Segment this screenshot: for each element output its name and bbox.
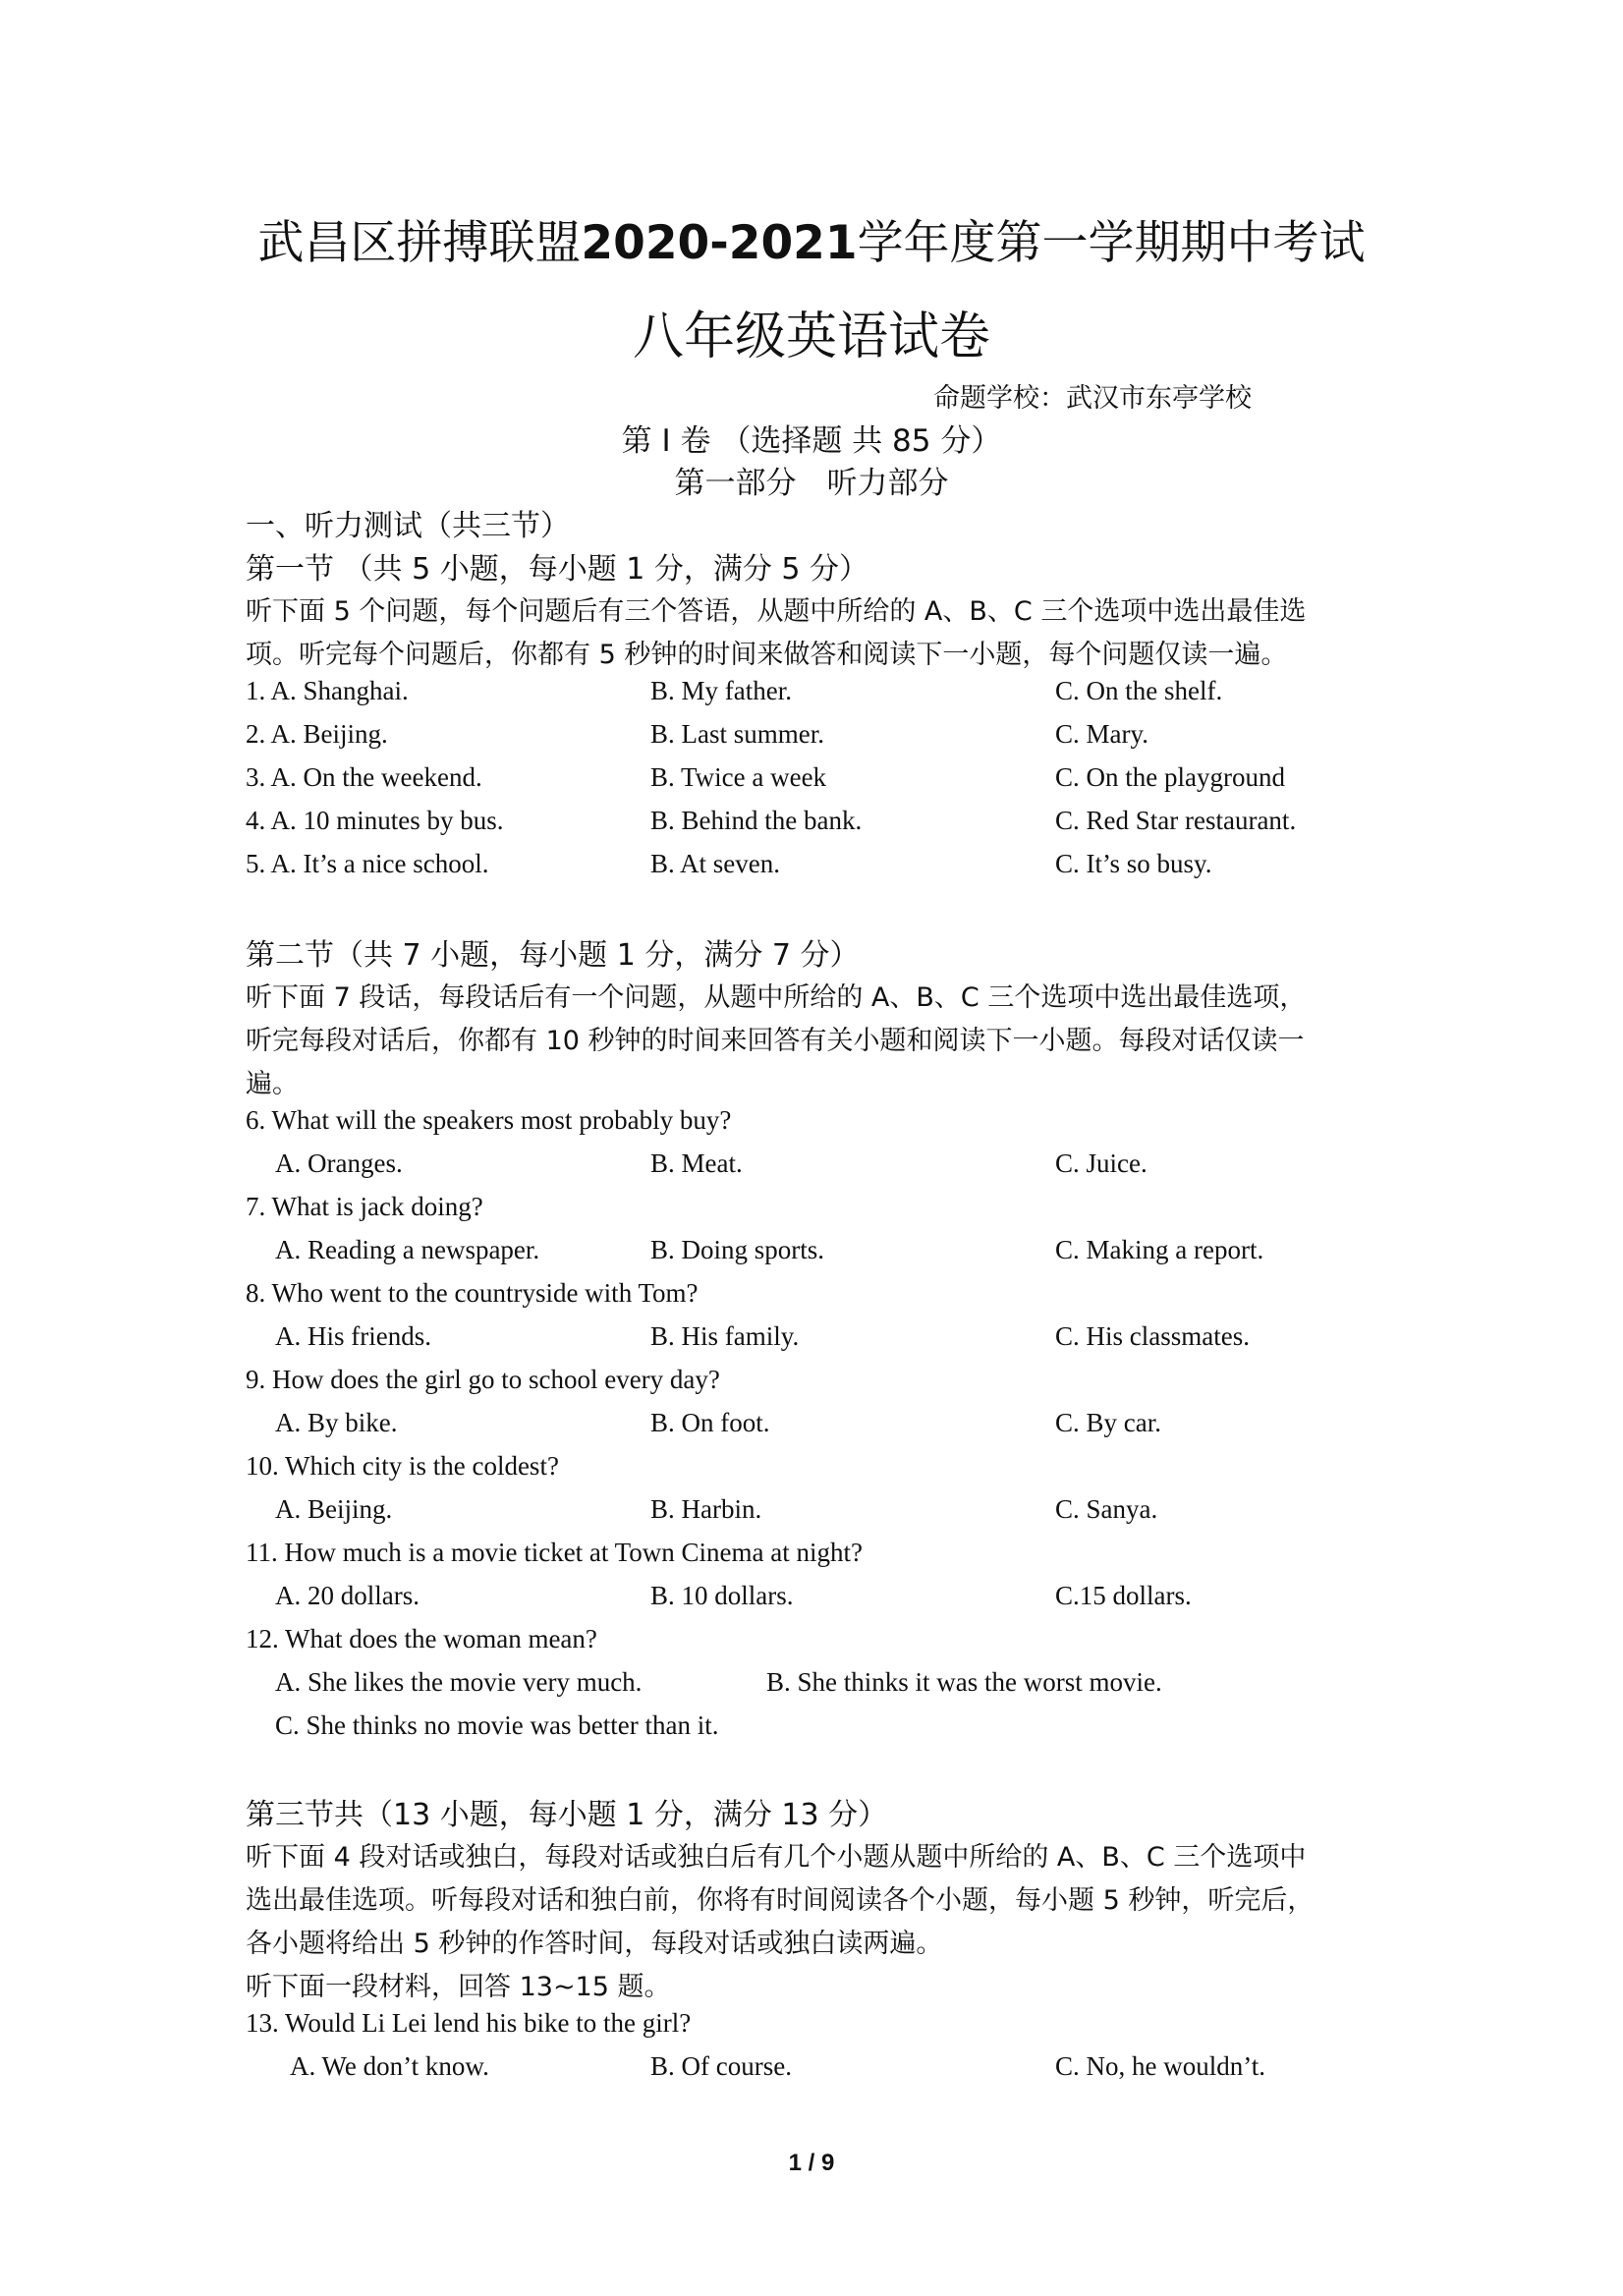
s2-q7-stem: 7. What is jack doing? xyxy=(246,1192,483,1221)
s2-q12-stem: 12. What does the woman mean? xyxy=(246,1624,597,1653)
s2-q11-option-b: B. 10 dollars. xyxy=(650,1581,794,1610)
exam-title xyxy=(0,206,1623,272)
title-prefix: 武昌区拼搏联盟 xyxy=(257,216,582,270)
s2-q9-stem: 9. How does the girl go to school every day? xyxy=(246,1365,720,1394)
s1-q3-option-a: 3. A. On the weekend. xyxy=(246,762,482,792)
s2-q6-option-a: A. Oranges. xyxy=(275,1148,403,1178)
s1-q4-option-c: C. Red Star restaurant. xyxy=(1055,806,1297,835)
s1-q1-option-b: B. My father. xyxy=(650,676,792,705)
s2-q12-option-b: B. She thinks it was the worst movie. xyxy=(766,1667,1162,1697)
s2-instruction-line3: 遍。 xyxy=(246,1069,299,1099)
s2-instruction-line1: 听下面 7 段话，每段话后有一个问题，从题中所给的 A、B、C 三个选项中选出最佳选项， xyxy=(246,982,1307,1013)
exam-subtitle: 八年级英语试卷 xyxy=(632,308,990,366)
s2-q12-option-c: C. She thinks no movie was better than it. xyxy=(275,1710,719,1740)
s2-q10-option-c: C. Sanya. xyxy=(1055,1494,1158,1524)
s3-q13-stem: 13. Would Li Lei lend his bike to the girl? xyxy=(246,2008,692,2038)
s3-q13-option-c: C. No, he wouldn’t. xyxy=(1055,2051,1265,2081)
s2-heading: 第二节（共 7 小题，每小题 1 分，满分 7 分） xyxy=(246,938,860,973)
s3-instruction-line3: 各小题将给出 5 秒钟的作答时间，每段对话或独白读两遍。 xyxy=(246,1929,943,1959)
s2-q9-option-b: B. On foot. xyxy=(650,1408,770,1437)
s1-q1-option-c: C. On the shelf. xyxy=(1055,676,1223,705)
s3-heading: 第三节共（13 小题，每小题 1 分，满分 13 分） xyxy=(246,1798,888,1832)
s1-q5-option-b: B. At seven. xyxy=(650,849,780,878)
s2-q7-option-a: A. Reading a newspaper. xyxy=(275,1235,540,1264)
setter-school: 命题学校：武汉市东亭学校 xyxy=(933,383,1252,414)
title-suffix: 学年度第一学期期中考试 xyxy=(857,216,1366,270)
s1-q4-option-b: B. Behind the bank. xyxy=(650,806,863,835)
s1-q5-option-a: 5. A. It’s a nice school. xyxy=(246,849,489,878)
part-heading: 第一部分 听力部分 xyxy=(674,466,949,501)
s3-instruction-line4: 听下面一段材料，回答 13~15 题。 xyxy=(246,1972,671,2002)
s2-instruction-line2: 听完每段对话后，你都有 10 秒钟的时间来回答有关小题和阅读下一小题。每段对话仅读一 xyxy=(246,1026,1305,1056)
s1-q5-option-c: C. It’s so busy. xyxy=(1055,849,1212,878)
s2-q6-option-c: C. Juice. xyxy=(1055,1148,1147,1178)
s2-q10-option-b: B. Harbin. xyxy=(650,1494,762,1524)
s3-instruction-line2: 选出最佳选项。听每段对话和独白前，你将有时间阅读各个小题，每小题 5 秒钟，听完后， xyxy=(246,1885,1315,1916)
s1-instruction-line1: 听下面 5 个问题，每个问题后有三个答语，从题中所给的 A、B、C 三个选项中选出最佳选 xyxy=(246,596,1307,627)
s2-q9-option-c: C. By car. xyxy=(1055,1408,1161,1437)
page-number: 1 / 9 xyxy=(788,2150,835,2176)
s3-instruction-line1: 听下面 4 段对话或独白，每段对话或独白后有几个小题从题中所给的 A、B、C 三个选项中 xyxy=(246,1842,1307,1873)
s2-q8-stem: 8. Who went to the countryside with Tom? xyxy=(246,1278,699,1308)
s2-q10-option-a: A. Beijing. xyxy=(275,1494,393,1524)
section-heading-listening: 一、听力测试（共三节） xyxy=(246,509,570,543)
s1-instruction-line2: 项。听完每个问题后，你都有 5 秒钟的时间来做答和阅读下一小题，每个问题仅读一遍。 xyxy=(246,640,1288,670)
s1-q2-option-a: 2. A. Beijing. xyxy=(246,719,388,749)
s1-q3-option-b: B. Twice a week xyxy=(650,762,827,792)
s2-q6-option-b: B. Meat. xyxy=(650,1148,743,1178)
s1-q2-option-c: C. Mary. xyxy=(1055,719,1148,749)
s1-q3-option-c: C. On the playground xyxy=(1055,762,1285,792)
s3-q13-option-a: A. We don’t know. xyxy=(290,2051,489,2081)
s2-q9-option-a: A. By bike. xyxy=(275,1408,398,1437)
s2-q8-option-a: A. His friends. xyxy=(275,1321,431,1351)
s1-q4-option-a: 4. A. 10 minutes by bus. xyxy=(246,806,504,835)
s1-q1-option-a: 1. A. Shanghai. xyxy=(246,676,409,705)
s2-q8-option-b: B. His family. xyxy=(650,1321,800,1351)
s2-q12-option-a: A. She likes the movie very much. xyxy=(275,1667,643,1697)
s1-q2-option-b: B. Last summer. xyxy=(650,719,824,749)
s2-q8-option-c: C. His classmates. xyxy=(1055,1321,1250,1351)
volume-heading: 第 I 卷 （选择题 共 85 分） xyxy=(621,423,1002,459)
s2-q10-stem: 10. Which city is the coldest? xyxy=(246,1451,559,1481)
s2-q7-option-b: B. Doing sports. xyxy=(650,1235,825,1264)
s2-q11-option-c: C.15 dollars. xyxy=(1055,1581,1192,1610)
s2-q7-option-c: C. Making a report. xyxy=(1055,1235,1264,1264)
s3-q13-option-b: B. Of course. xyxy=(650,2051,792,2081)
s2-q11-stem: 11. How much is a movie ticket at Town Cinema at night? xyxy=(246,1538,863,1567)
s2-q6-stem: 6. What will the speakers most probably buy? xyxy=(246,1105,732,1135)
s1-heading: 第一节 （共 5 小题，每小题 1 分，满分 5 分） xyxy=(246,552,869,587)
title-year: 2020-2021 xyxy=(581,216,858,270)
s2-q11-option-a: A. 20 dollars. xyxy=(275,1581,420,1610)
